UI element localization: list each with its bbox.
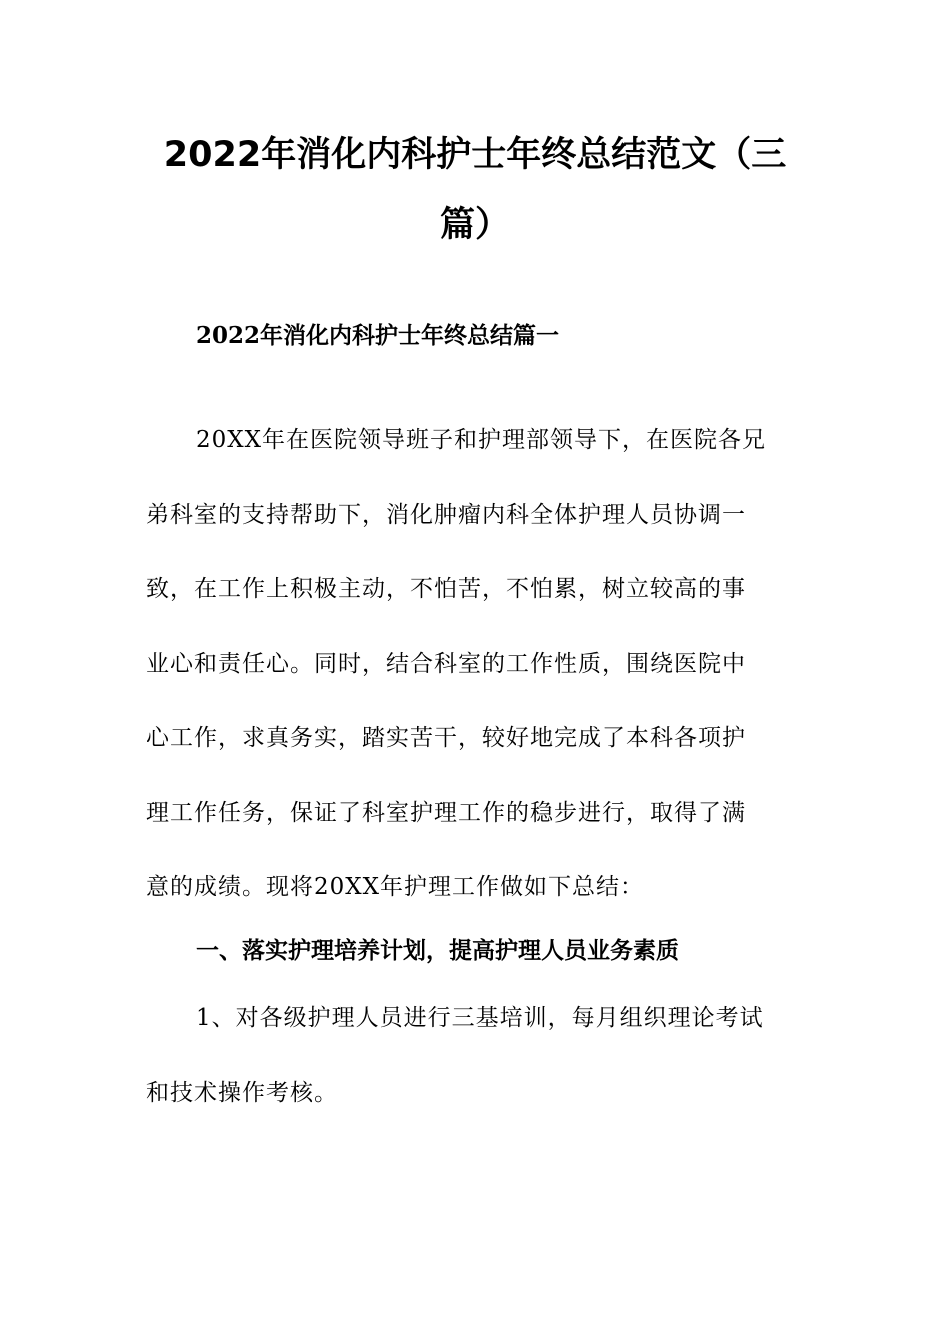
document-title [140, 120, 810, 260]
paragraph-line: 20XX年在医院领导班子和护理部领导下，在医院各兄 [196, 427, 767, 453]
paragraph-line: 心工作，求真务实，踏实苦干，较好地完成了本科各项护 [146, 725, 746, 751]
paragraph-line: 致，在工作上积极主动，不怕苦，不怕累，树立较高的事 [146, 576, 746, 602]
paragraph-line: 意的成绩。现将20XX年护理工作做如下总结： [146, 874, 645, 900]
body-paragraph-1 [146, 422, 806, 944]
paragraph-line: 理工作任务，保证了科室护理工作的稳步进行，取得了满 [146, 799, 746, 826]
paragraph-line: 弟科室的支持帮助下，消化肿瘤内科全体护理人员协调一 [146, 501, 746, 528]
document-title-line-1: 2022年消化内科护士年终总结范文（三 [163, 135, 787, 175]
document-title-line-2: 篇） [439, 205, 510, 245]
paragraph-line: 和技术操作考核。 [146, 1079, 338, 1106]
section-heading: 2022年消化内科护士年终总结篇一 [196, 322, 560, 349]
body-paragraph-2 [146, 1000, 806, 1149]
paragraph-line: 1、对各级护理人员进行三基培训，每月组织理论考试 [196, 1005, 764, 1031]
sub-heading: 一、落实护理培养计划，提高护理人员业务素质 [196, 937, 679, 964]
paragraph-line: 业心和责任心。同时，结合科室的工作性质，围绕医院中 [146, 650, 746, 677]
